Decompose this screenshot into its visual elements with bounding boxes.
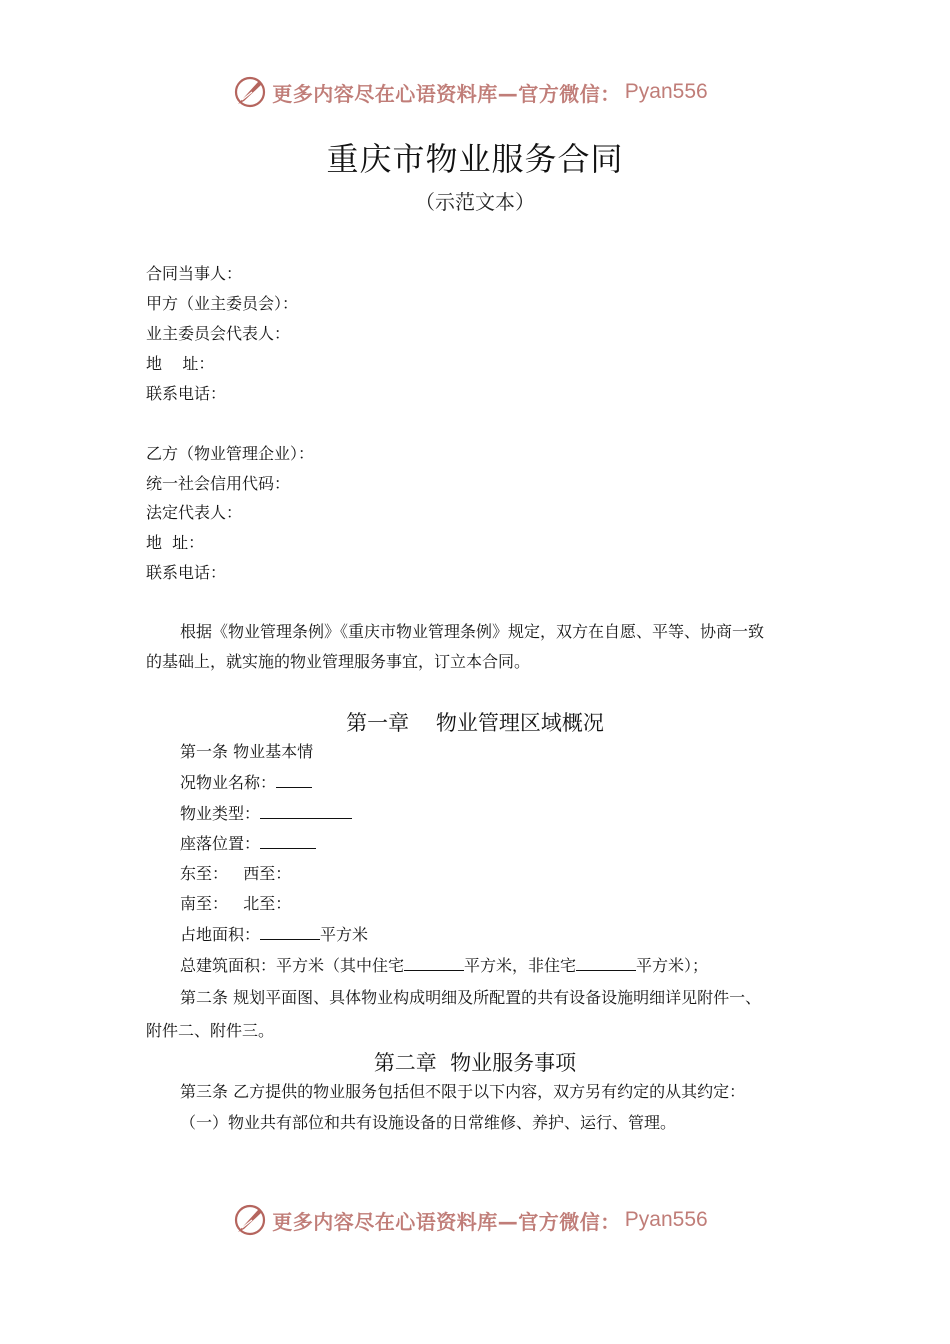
location-blank [260,833,316,849]
feather-logo-icon [232,1202,268,1238]
property-type-label: 物业类型： [180,804,261,823]
residential-area-blank [404,955,464,971]
non-residential-area-blank [576,955,636,971]
land-area-unit: 平方米 [320,925,369,944]
document-subtitle: （示范文本） [415,190,535,214]
watermark-text: 更多内容尽在心语资料库—官方微信： [272,81,621,106]
article-3-heading: 第三条 乙方提供的物业服务包括但不限于以下内容，双方另有约定的从其约定： [180,1082,746,1101]
watermark-text: 更多内容尽在心语资料库—官方微信： [272,1209,621,1234]
party-a-label: 甲方（业主委员会）： [146,294,299,313]
land-area-blank [260,924,320,940]
preamble-line-1: 根据《物业管理条例》《重庆市物业管理条例》规定，双方在自愿、平等、协商一致 [180,622,765,641]
watermark-wechat-id: Pyan556 [624,80,708,103]
total-area-text-a: 总建筑面积：平方米（其中住宅 [180,956,405,975]
party-b-address: 地 址： [146,533,205,552]
party-b-credit-code: 统一社会信用代码： [146,474,291,493]
property-name-label: 况物业名称： [180,773,277,792]
document-title: 重庆市物业服务合同 [326,140,624,178]
article-1-heading: 第一条 物业基本情 [180,742,314,761]
south-north-boundary: 南至： 北至： [180,894,292,913]
feather-logo-icon [232,74,268,110]
party-a-address: 地 址： [146,354,215,373]
party-heading: 合同当事人： [146,264,243,283]
land-area-row [180,924,368,945]
article-2-line-2: 附件二、附件三。 [146,1021,275,1040]
total-area-row [180,955,708,976]
party-a-phone: 联系电话： [146,384,227,403]
location-row [180,833,316,854]
party-b-legal-rep: 法定代表人： [146,503,243,522]
watermark-footer [0,1198,950,1242]
party-b-phone: 联系电话： [146,563,227,582]
east-west-boundary: 东至： 西至： [180,864,292,883]
party-b-label: 乙方（物业管理企业）： [146,444,315,463]
article-3-item-1: （一）物业共有部位和共有设施设备的日常维修、养护、运行、管理。 [180,1113,677,1132]
land-area-label: 占地面积： [180,925,261,944]
watermark-header [0,70,950,114]
location-label: 座落位置： [180,834,261,853]
article-2-line-1: 第二条 规划平面图、具体物业构成明细及所配置的共有设备设施明细详见附件一、 [180,988,762,1007]
chapter-1-title: 第一章 物业管理区域概况 [346,711,604,735]
preamble-line-2: 的基础上，就实施的物业管理服务事宜，订立本合同。 [146,652,531,671]
property-type-row [180,803,352,824]
party-a-representative: 业主委员会代表人： [146,324,291,343]
total-area-text-c: 平方米）； [636,956,709,975]
chapter-2-title: 第二章 物业服务事项 [373,1051,577,1075]
property-name-blank [276,772,312,788]
total-area-text-b: 平方米，非住宅 [464,956,577,975]
property-name-row [180,772,312,793]
property-type-blank [260,803,352,819]
watermark-wechat-id: Pyan556 [624,1208,708,1231]
